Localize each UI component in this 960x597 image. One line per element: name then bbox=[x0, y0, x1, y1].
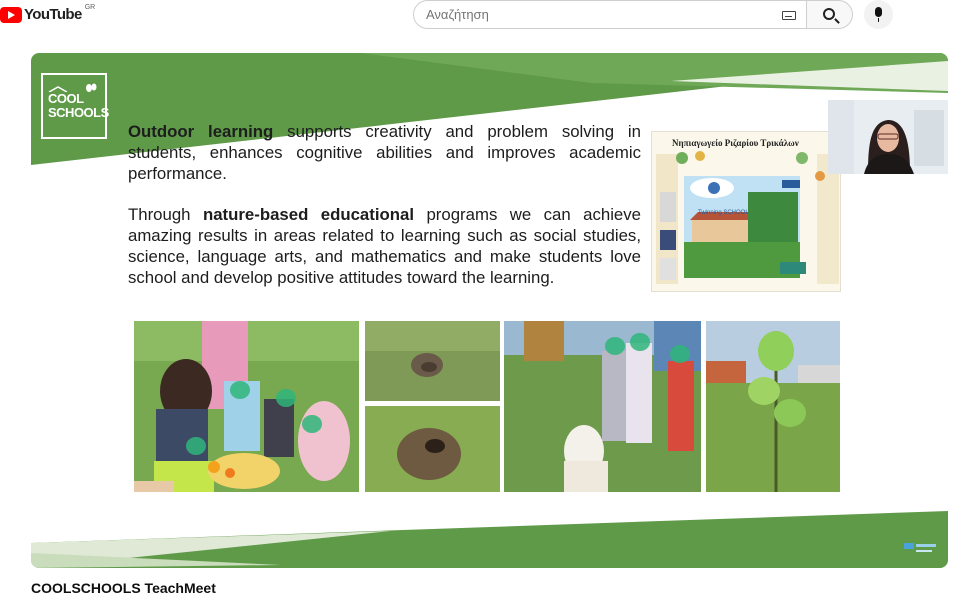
youtube-logo[interactable] bbox=[0, 6, 95, 23]
privacy-heart-icon bbox=[605, 337, 625, 355]
region-code: GR bbox=[84, 4, 96, 11]
search-button[interactable] bbox=[806, 0, 853, 29]
search-icon bbox=[823, 8, 835, 20]
search-box bbox=[413, 0, 807, 29]
corner-watermark-logo bbox=[904, 541, 938, 555]
photo-molehill-bottom bbox=[365, 406, 500, 492]
video-title[interactable]: COOLSCHOOLS TeachMeet bbox=[31, 580, 216, 596]
privacy-heart-icon bbox=[302, 415, 322, 433]
photo-children-with-dog bbox=[504, 321, 701, 492]
video-player[interactable] bbox=[31, 53, 948, 568]
privacy-heart-icon bbox=[630, 333, 650, 351]
search-input[interactable] bbox=[426, 7, 766, 22]
house-roof-icon bbox=[48, 86, 68, 92]
keyboard-icon[interactable] bbox=[782, 11, 796, 20]
privacy-heart-icon bbox=[670, 345, 690, 363]
school-poster-title: Νηπιαγωγείο Ριζαρίου Τρικάλων bbox=[672, 138, 799, 148]
logo-text: YouTube bbox=[24, 6, 82, 23]
logo-line-schools: SCHOOLS bbox=[48, 105, 109, 120]
privacy-heart-icon bbox=[186, 437, 206, 455]
masthead bbox=[0, 0, 960, 32]
school-poster-image bbox=[651, 131, 841, 292]
paragraph-nature-based: Through nature-based educational programs we can achieve amazing results in areas related to learning such as social studies, science, language arts, and mathematics and make students love school and develop positive attitudes toward the learning. bbox=[128, 205, 641, 287]
photo-children-planting bbox=[134, 321, 359, 492]
twinning-label: Twinning SCHOOL bbox=[698, 210, 749, 216]
slide-body-text bbox=[128, 122, 641, 310]
photo-molehill-top bbox=[365, 321, 500, 401]
leaf-icon bbox=[85, 83, 97, 93]
privacy-heart-icon bbox=[276, 389, 296, 407]
voice-search-button[interactable] bbox=[864, 0, 893, 29]
microphone-icon bbox=[875, 7, 882, 17]
coolschools-logo bbox=[41, 73, 107, 139]
privacy-heart-icon bbox=[230, 381, 250, 399]
photo-young-tree bbox=[706, 321, 840, 492]
presenter-webcam bbox=[828, 100, 948, 174]
youtube-logo-icon bbox=[0, 7, 22, 23]
paragraph-outdoor-learning: Outdoor learning supports creativity and problem solving in students, enhances cognitive abilities and improves academic performance. bbox=[128, 122, 641, 183]
logo-line-cool: COOL bbox=[48, 91, 84, 106]
